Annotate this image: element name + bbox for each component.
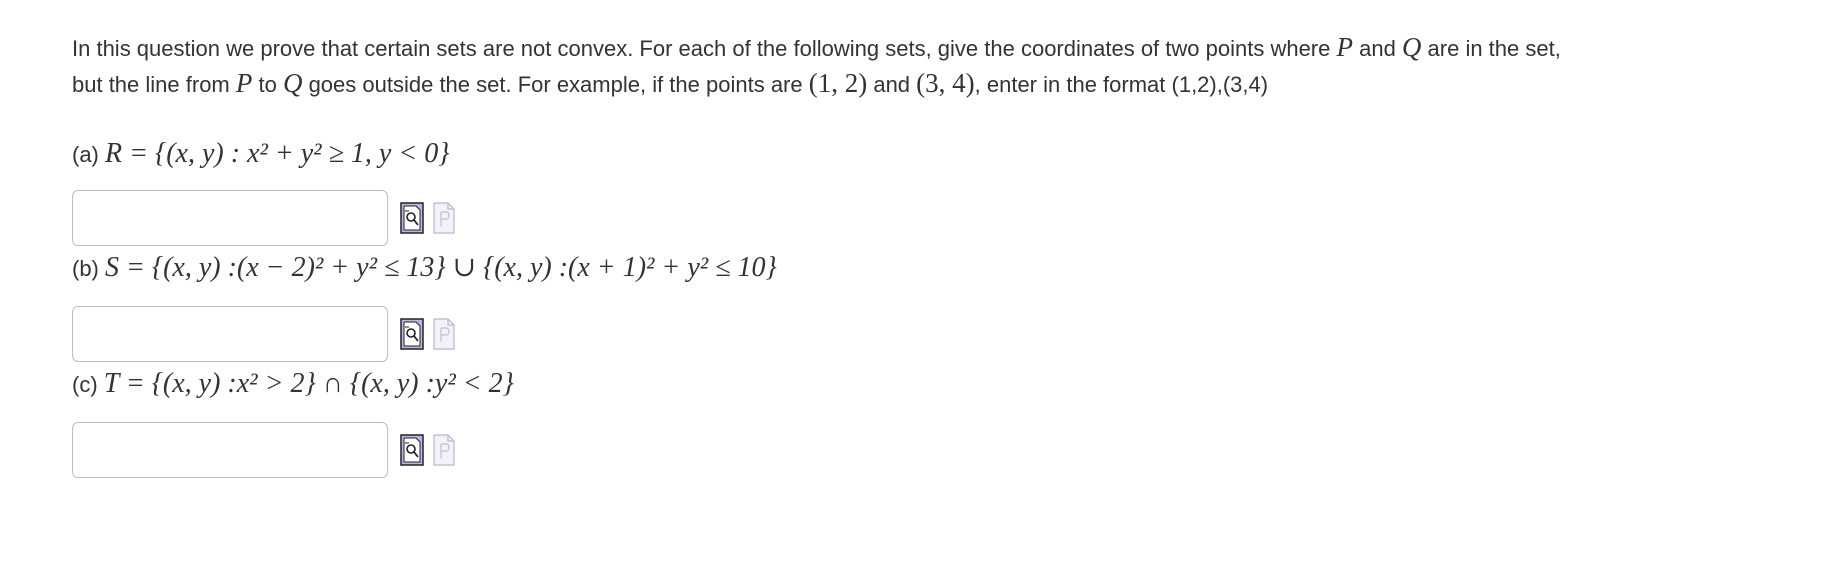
intro-text: and (867, 72, 917, 97)
part-b-answer-row (72, 306, 456, 362)
part-tag: (a) (72, 142, 105, 167)
intro-line-2 (72, 66, 1772, 102)
part-a (72, 134, 449, 175)
example-point-2: (3, 4) (916, 68, 975, 98)
part-b-answer-input[interactable] (72, 306, 388, 362)
part-a-label (72, 134, 449, 175)
part-b-label (72, 248, 777, 289)
set-definition: S = {(x, y) :(x − 2)² + y² ≤ 13} ∪ {(x, y) :(x + 1)² + y² ≤ 10} (105, 252, 777, 283)
intro-text: , enter in the format (1,2),(3,4) (974, 72, 1269, 97)
part-a-answer-input[interactable] (72, 190, 388, 246)
preview-math-icon[interactable] (400, 202, 424, 234)
format-help-icon[interactable] (432, 202, 456, 234)
intro-text: are in the set, (1421, 36, 1561, 61)
example-point-1: (1, 2) (808, 68, 868, 98)
format-help-icon[interactable] (432, 318, 456, 350)
question-intro (72, 30, 1772, 102)
variable-p: P (1336, 32, 1353, 62)
set-definition: T = {(x, y) :x² > 2} ∩ {(x, y) :y² < 2} (103, 368, 514, 399)
intro-text: and (1352, 36, 1402, 61)
set-definition: R = {(x, y) : x² + y² ≥ 1, y < 0} (105, 138, 450, 169)
question-body (72, 30, 1772, 399)
intro-line-1 (72, 30, 1772, 66)
part-c-answer-input[interactable] (72, 422, 388, 478)
variable-p: P (235, 68, 253, 98)
intro-text: but the line from (72, 72, 236, 97)
preview-math-icon[interactable] (400, 434, 424, 466)
variable-q: Q (1401, 32, 1422, 62)
intro-text: In this question we prove that certain sets are not convex. For each of the following sets, give the coordinates of two points where (72, 36, 1337, 61)
intro-text: goes outside the set. For example, if the points are (302, 72, 809, 97)
part-tag: (c) (72, 372, 104, 397)
part-c-answer-row (72, 422, 456, 478)
part-a-answer-row (72, 190, 456, 246)
part-c (72, 364, 514, 405)
intro-text: to (252, 72, 283, 97)
part-b (72, 248, 777, 289)
preview-math-icon[interactable] (400, 318, 424, 350)
format-help-icon[interactable] (432, 434, 456, 466)
variable-q: Q (282, 68, 303, 98)
part-tag: (b) (72, 256, 105, 281)
part-c-label (72, 364, 514, 405)
